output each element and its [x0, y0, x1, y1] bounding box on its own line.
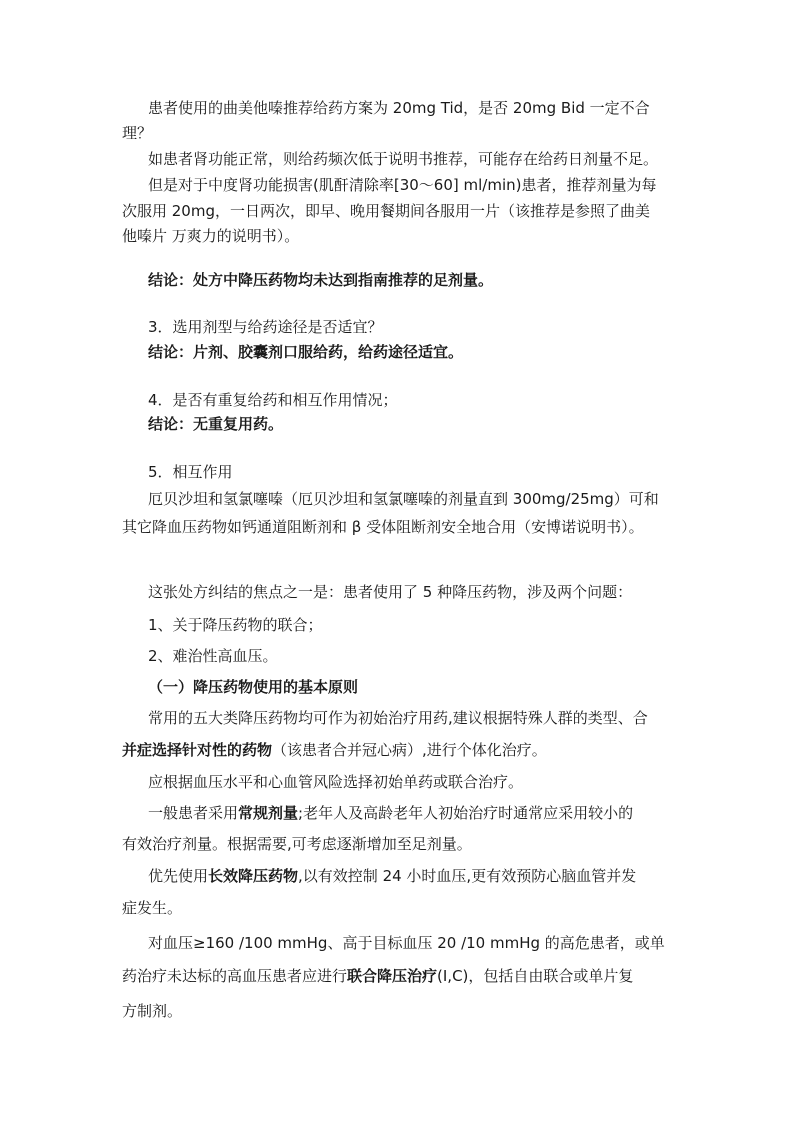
principle-2: 应根据血压水平和心血管风险选择初始单药或联合治疗。 — [148, 773, 524, 791]
paragraph-interaction-line2: 其它降血压药物如钙通道阻断剂和 β 受体阻断剂安全地合用（安博诺说明书）。 — [122, 518, 644, 536]
principle-1-line1: 常用的五大类降压药物均可作为初始治疗用药,建议根据特殊人群的类型、合 — [148, 709, 648, 727]
principle-3-line2: 有效治疗剂量。根据需要,可考虑逐渐增加至足剂量。 — [122, 835, 472, 853]
conclusion-duplicate: 结论：无重复用药。 — [148, 415, 284, 433]
question-duplicate: 4．是否有重复给药和相互作用情况； — [148, 391, 398, 409]
paragraph-renal-normal: 如患者肾功能正常，则给药频次低于说明书推荐，可能存在给药日剂量不足。 — [148, 150, 659, 168]
principle-3-bold: 常规剂量 — [238, 804, 299, 822]
principle-5-line1: 对血压≥160 /100 mmHg、高于目标血压 20 /10 mmHg 的高危患者，或单 — [148, 934, 665, 952]
principle-1-line2 — [122, 740, 547, 760]
principle-5-line3: 方制剂。 — [122, 1002, 183, 1020]
paragraph-interaction-line1: 厄贝沙坦和氢氯噻嗪（厄贝沙坦和氢氯噻嗪的剂量直到 300mg/25mg）可和 — [148, 490, 659, 508]
principle-4-line2: 症发生。 — [122, 899, 183, 917]
issue-resistant-hypertension: 2、难治性高血压。 — [148, 647, 278, 665]
principle-4-pre: 优先使用 — [148, 867, 209, 885]
section-heading-principles: （一）降压药物使用的基本原则 — [148, 678, 359, 696]
principle-5-pre: 药治疗未达标的高血压患者应进行 — [122, 967, 348, 985]
principle-5-line2 — [122, 966, 633, 986]
conclusion-dose: 结论：处方中降压药物均未达到指南推荐的足剂量。 — [148, 271, 494, 289]
conclusion-dosage-form: 结论：片剂、胶囊剂口服给药，给药途径适宜。 — [148, 343, 464, 361]
principle-3-post: ;老年人及高龄老年人初始治疗时通常应采用较小的 — [298, 804, 634, 822]
paragraph-renal-impairment-line1: 但是对于中度肾功能损害(肌酐清除率[30～60] ml/min)患者，推荐剂量为每 — [148, 176, 657, 194]
issue-combination: 1、关于降压药物的联合； — [148, 616, 323, 634]
question-dosage-form: 3．选用剂型与给药途径是否适宜？ — [148, 318, 383, 336]
principle-4-bold: 长效降压药物 — [208, 867, 299, 885]
principle-1-rest: （该患者合并冠心病）,进行个体化治疗。 — [272, 741, 547, 759]
principle-3-line1 — [148, 803, 633, 823]
question-interaction: 5．相互作用 — [148, 463, 233, 481]
principle-1-bold: 并症选择针对性的药物 — [122, 741, 273, 759]
principle-4-post: ,以有效控制 24 小时血压,更有效预防心脑血管并发 — [298, 867, 637, 885]
paragraph-focus: 这张处方纠结的焦点之一是：患者使用了 5 种降压药物，涉及两个问题： — [148, 583, 633, 601]
principle-3-pre: 一般患者采用 — [148, 804, 239, 822]
principle-5-bold: 联合降压治疗 — [347, 967, 438, 985]
paragraph-renal-impairment-line2: 次服用 20mg，一日两次，即早、晚用餐期间各服用一片（该推荐是参照了曲美 — [122, 202, 650, 220]
paragraph-renal-impairment-line3: 他嗪片 万爽力的说明书）。 — [122, 227, 300, 245]
principle-4-line1 — [148, 866, 636, 886]
paragraph-trimetazidine-question-line1: 患者使用的曲美他嗪推荐给药方案为 20mg Tid，是否 20mg Bid 一定不合 — [148, 99, 650, 117]
paragraph-trimetazidine-question-line2: 理？ — [122, 124, 153, 142]
principle-5-post: (Ⅰ,C)，包括自由联合或单片复 — [437, 967, 634, 985]
